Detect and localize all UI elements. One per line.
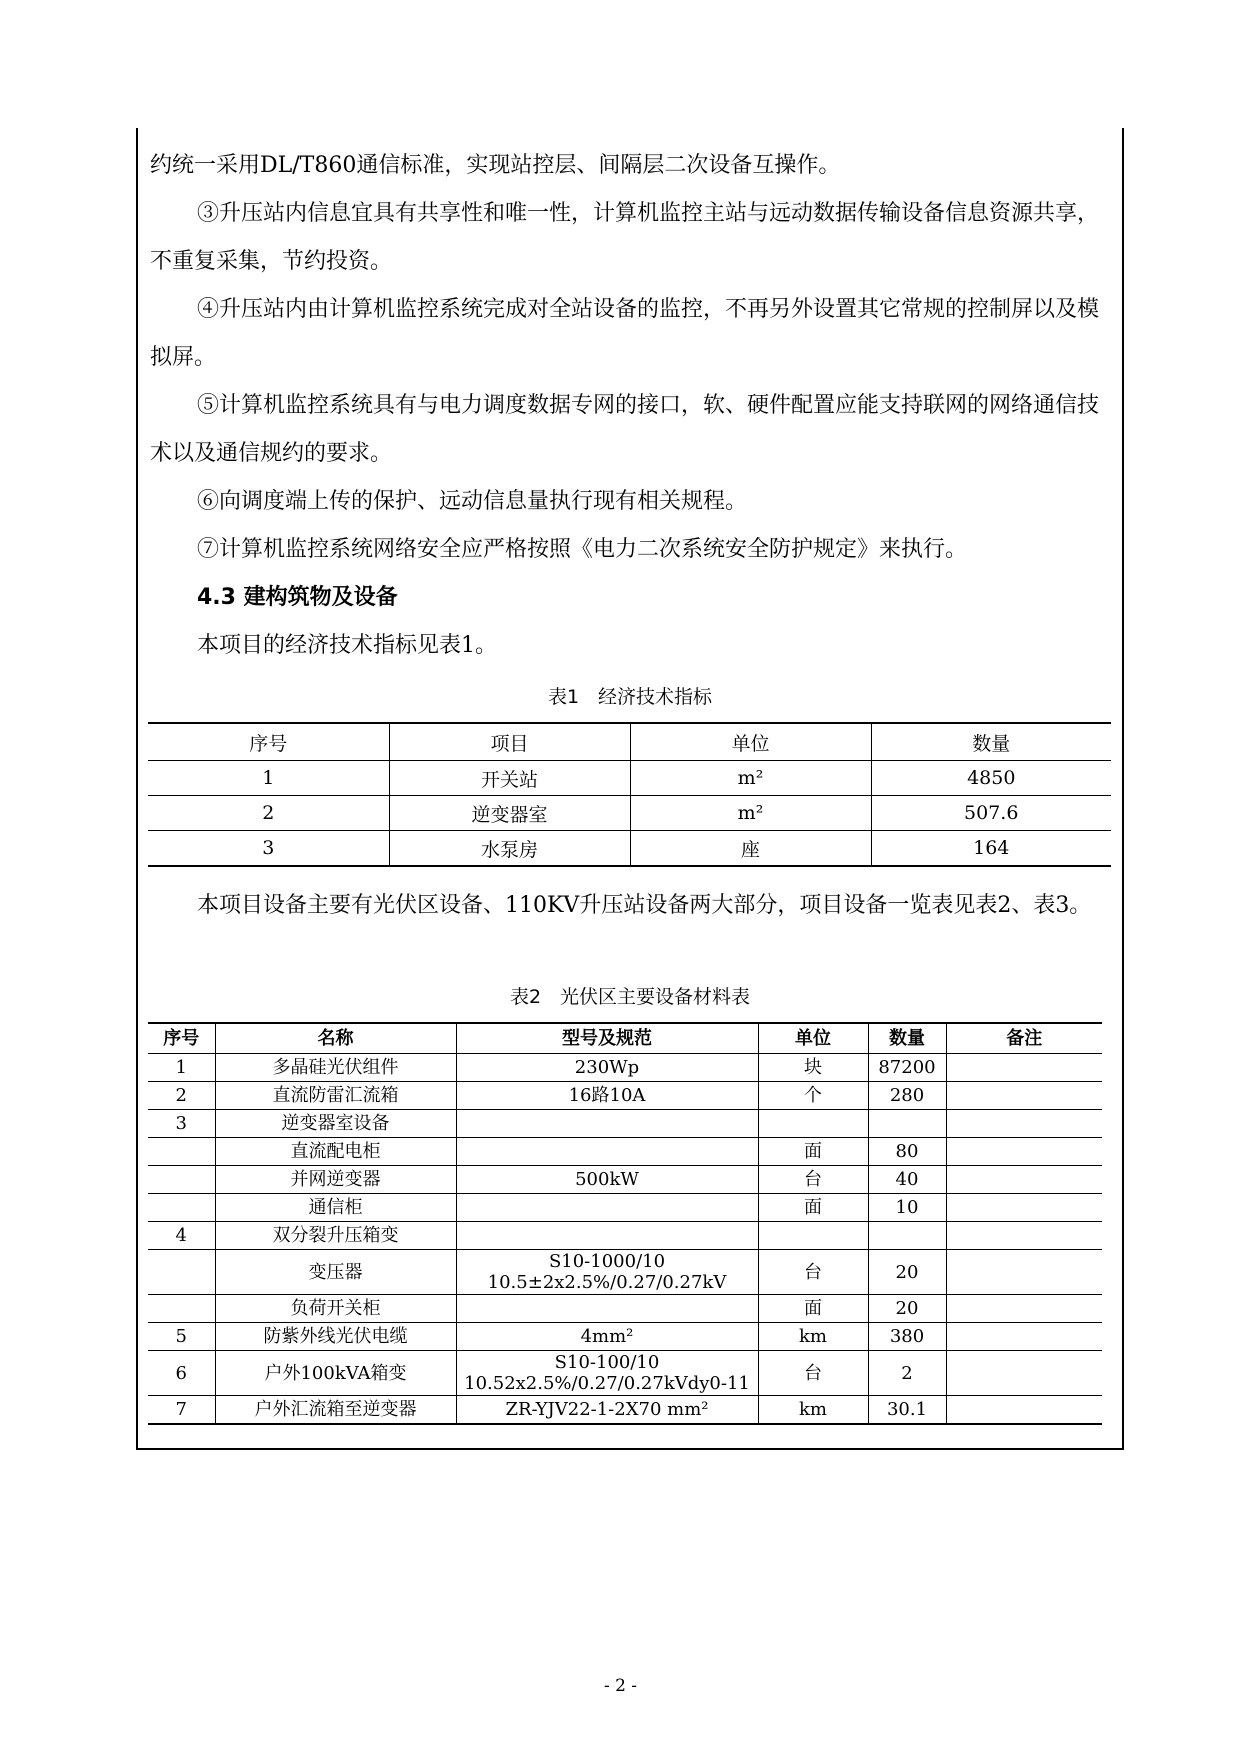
cell-note [946, 1222, 1102, 1250]
table-row [148, 1351, 1102, 1396]
cell-name: 户外汇流箱至逆变器 [215, 1396, 456, 1425]
table-row [148, 1166, 1102, 1194]
cell-no: 3 [148, 1110, 215, 1138]
header-cell: 单位 [758, 1023, 868, 1054]
cell-note [946, 1396, 1102, 1425]
table-row [148, 1295, 1102, 1323]
cell-name: 直流配电柜 [215, 1138, 456, 1166]
cell-unit: 台 [758, 1351, 868, 1396]
table-row [148, 1082, 1102, 1110]
cell-qty: 20 [868, 1250, 946, 1295]
header-cell: 数量 [871, 723, 1111, 761]
cell-unit: 面 [758, 1194, 868, 1222]
cell-unit: km [758, 1396, 868, 1425]
cell-spec [456, 1194, 758, 1222]
cell-no: 2 [148, 1082, 215, 1110]
cell-spec: S10-1000/10 10.5±2x2.5%/0.27/0.27kV [456, 1250, 758, 1295]
cell-note [946, 1323, 1102, 1351]
table-row [148, 831, 1111, 867]
header-cell: 单位 [630, 723, 871, 761]
cell-qty: 80 [868, 1138, 946, 1166]
cell-item: 逆变器室 [389, 796, 630, 831]
cell-unit: m² [630, 796, 871, 831]
cell-no [148, 1138, 215, 1166]
header-cell: 序号 [148, 723, 389, 761]
cell-item: 开关站 [389, 761, 630, 796]
header-cell: 数量 [868, 1023, 946, 1054]
cell-no: 4 [148, 1222, 215, 1250]
cell-no [148, 1250, 215, 1295]
cell-no: 1 [148, 1054, 215, 1082]
header-cell: 名称 [215, 1023, 456, 1054]
cell-name: 多晶硅光伏组件 [215, 1054, 456, 1082]
table-row [148, 1222, 1102, 1250]
cell-qty: 30.1 [868, 1396, 946, 1425]
cell-no: 6 [148, 1351, 215, 1396]
cell-unit [758, 1222, 868, 1250]
cell-spec [456, 1295, 758, 1323]
cell-spec [456, 1138, 758, 1166]
cell-qty: 87200 [868, 1054, 946, 1082]
paragraph: ③升压站内信息宜具有共享性和唯一性，计算机监控主站与远动数据传输设备信息资源共享，不重复采集，节约投资。 [150, 201, 1100, 274]
section-heading: 4.3 建构筑物及设备 [197, 585, 398, 610]
table-row [148, 1396, 1102, 1425]
cell-name: 双分裂升压箱变 [215, 1222, 456, 1250]
cell-note [946, 1054, 1102, 1082]
header-cell: 序号 [148, 1023, 215, 1054]
cell-note [946, 1166, 1102, 1194]
table-row [148, 1250, 1102, 1295]
cell-qty: 20 [868, 1295, 946, 1323]
table-row [148, 1194, 1102, 1222]
table-row [148, 1110, 1102, 1138]
table-row [148, 761, 1111, 796]
cell-qty [868, 1110, 946, 1138]
cell-note [946, 1110, 1102, 1138]
paragraph: ⑤计算机监控系统具有与电力调度数据专网的接口，软、硬件配置应能支持联网的网络通信技术以及通信规约的要求。 [150, 393, 1100, 466]
cell-qty: 2 [868, 1351, 946, 1396]
cell-name: 负荷开关柜 [215, 1295, 456, 1323]
cell-no: 1 [148, 761, 389, 796]
cell-unit: 台 [758, 1250, 868, 1295]
paragraph: ⑥向调度端上传的保护、远动信息量执行现有相关规程。 [197, 489, 748, 514]
cell-note [946, 1138, 1102, 1166]
cell-spec: 16路10A [456, 1082, 758, 1110]
cell-spec [456, 1110, 758, 1138]
cell-no: 7 [148, 1396, 215, 1425]
table1-caption: 表1 经济技术指标 [547, 686, 713, 708]
cell-unit: 个 [758, 1082, 868, 1110]
cell-item: 水泵房 [389, 831, 630, 867]
header-cell: 型号及规范 [456, 1023, 758, 1054]
paragraph: ④升压站内由计算机监控系统完成对全站设备的监控，不再另外设置其它常规的控制屏以及模拟屏。 [150, 297, 1100, 370]
table-row [148, 1323, 1102, 1351]
cell-name: 并网逆变器 [215, 1166, 456, 1194]
cell-unit: 面 [758, 1295, 868, 1323]
header-cell: 备注 [946, 1023, 1102, 1054]
cell-no [148, 1194, 215, 1222]
table-header-row [148, 1023, 1102, 1054]
cell-spec: 230Wp [456, 1054, 758, 1082]
table2 [148, 1022, 1102, 1425]
cell-unit: 座 [630, 831, 871, 867]
table2-caption: 表2 光伏区主要设备材料表 [509, 986, 751, 1008]
table-row [148, 1138, 1102, 1166]
table-row [148, 1054, 1102, 1082]
cell-spec: ZR-YJV22-1-2X70 mm² [456, 1396, 758, 1425]
cell-qty: 380 [868, 1323, 946, 1351]
cell-unit: km [758, 1323, 868, 1351]
cell-name: 户外100kVA箱变 [215, 1351, 456, 1396]
cell-name: 直流防雷汇流箱 [215, 1082, 456, 1110]
cell-no: 5 [148, 1323, 215, 1351]
cell-note [946, 1194, 1102, 1222]
cell-name: 逆变器室设备 [215, 1110, 456, 1138]
cell-name: 通信柜 [215, 1194, 456, 1222]
cell-note [946, 1250, 1102, 1295]
cell-unit: 块 [758, 1054, 868, 1082]
cell-spec: S10-100/10 10.52x2.5%/0.27/0.27kVdy0-11 [456, 1351, 758, 1396]
cell-no: 2 [148, 796, 389, 831]
cell-note [946, 1351, 1102, 1396]
cell-qty: 4850 [871, 761, 1111, 796]
paragraph: 约统一采用DL/T860通信标准，实现站控层、间隔层二次设备互操作。 [150, 153, 841, 178]
cell-note [946, 1295, 1102, 1323]
table-row [148, 796, 1111, 831]
cell-qty: 507.6 [871, 796, 1111, 831]
cell-note [946, 1082, 1102, 1110]
page-number: - 2 - [603, 1676, 638, 1696]
cell-no [148, 1295, 215, 1323]
cell-name: 变压器 [215, 1250, 456, 1295]
cell-unit: m² [630, 761, 871, 796]
cell-spec [456, 1222, 758, 1250]
cell-no: 3 [148, 831, 389, 867]
header-cell: 项目 [389, 723, 630, 761]
paragraph: ⑦计算机监控系统网络安全应严格按照《电力二次系统安全防护规定》来执行。 [197, 537, 968, 562]
cell-qty [868, 1222, 946, 1250]
table-header-row [148, 723, 1111, 761]
table1 [148, 722, 1111, 867]
cell-qty: 164 [871, 831, 1111, 867]
paragraph: 本项目的经济技术指标见表1。 [197, 633, 497, 658]
cell-unit: 台 [758, 1166, 868, 1194]
paragraph: 本项目设备主要有光伏区设备、110KV升压站设备两大部分，项目设备一览表见表2、表3。 [197, 893, 1092, 918]
cell-name: 防紫外线光伏电缆 [215, 1323, 456, 1351]
cell-spec: 4mm² [456, 1323, 758, 1351]
cell-unit [758, 1110, 868, 1138]
cell-qty: 40 [868, 1166, 946, 1194]
cell-qty: 10 [868, 1194, 946, 1222]
cell-spec: 500kW [456, 1166, 758, 1194]
cell-qty: 280 [868, 1082, 946, 1110]
cell-unit: 面 [758, 1138, 868, 1166]
cell-no [148, 1166, 215, 1194]
